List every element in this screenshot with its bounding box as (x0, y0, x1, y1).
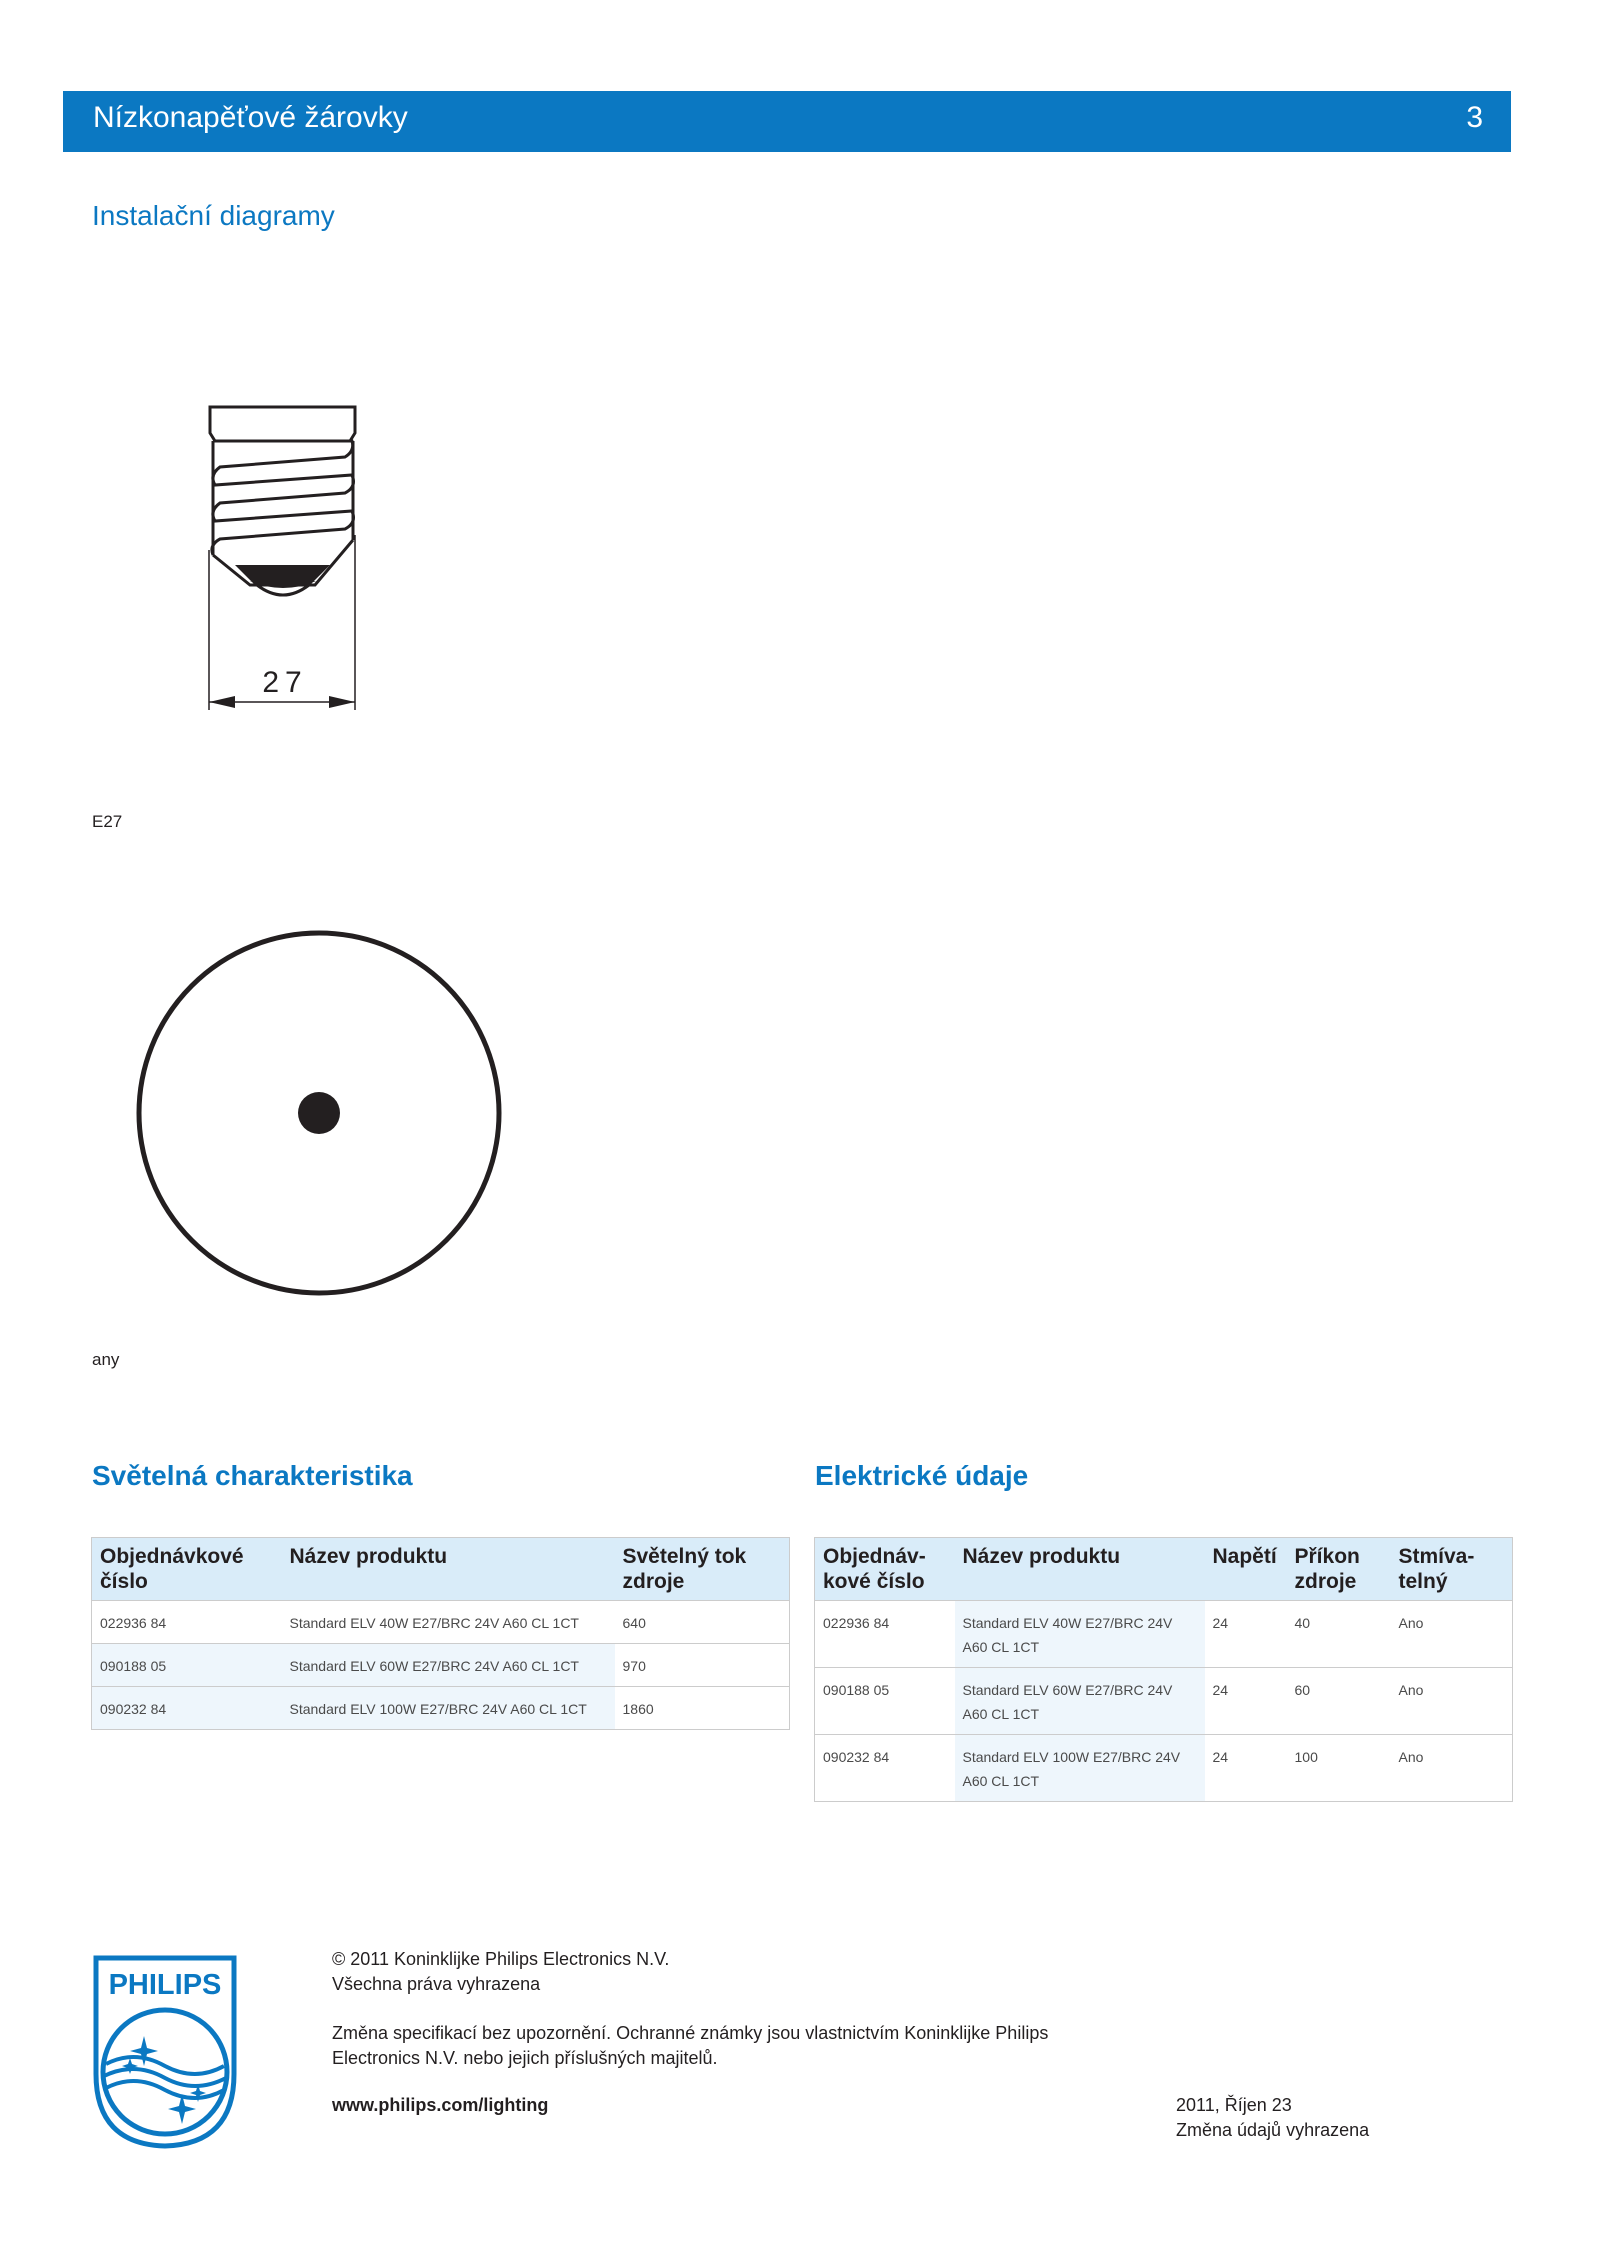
logo-text: PHILIPS (108, 1969, 222, 2001)
diagram2-caption: any (92, 1350, 120, 1369)
table-cell: 022936 84 (815, 1601, 955, 1668)
electrical-section-title: Elektrické údaje (815, 1460, 1029, 1491)
column-header: Světelný tok zdroje (615, 1538, 790, 1601)
footer-notice (332, 2021, 1048, 2071)
table-row (815, 1735, 1513, 1802)
table-row (815, 1601, 1513, 1668)
table-cell: 970 (615, 1644, 790, 1687)
table-cell: 24 (1205, 1668, 1287, 1735)
table-cell: Ano (1391, 1668, 1513, 1735)
table-cell: 60 (1287, 1668, 1391, 1735)
website-link[interactable]: www.philips.com/lighting (332, 2095, 549, 2115)
diagram1-caption: E27 (92, 812, 123, 831)
column-header: Příkon zdroje (1287, 1538, 1391, 1601)
installation-title: Instalační diagramy (92, 200, 335, 231)
rights: Všechna práva vyhrazena (332, 1974, 541, 1994)
table-cell: 090188 05 (815, 1668, 955, 1735)
notice-line: Změna specifikací bez upozornění. Ochranné známky jsou vlastnictvím Koninklijke Philips (332, 2023, 1049, 2043)
table-cell: 24 (1205, 1601, 1287, 1668)
orientation-diagram (135, 928, 505, 1298)
column-header: Název produktu (955, 1538, 1205, 1601)
light-table (91, 1537, 790, 1730)
table-cell: Ano (1391, 1601, 1513, 1668)
column-header: Napětí (1205, 1538, 1287, 1601)
table-cell: 640 (615, 1601, 790, 1644)
table-cell: Standard ELV 60W E27/BRC 24V A60 CL 1CT (955, 1668, 1205, 1735)
table-cell: Standard ELV 100W E27/BRC 24V A60 CL 1CT (955, 1735, 1205, 1802)
table-row (815, 1668, 1513, 1735)
table-cell: 1860 (615, 1687, 790, 1730)
table-cell: 40 (1287, 1601, 1391, 1668)
table-cell: Ano (1391, 1735, 1513, 1802)
table-row (92, 1601, 790, 1644)
electrical-table (814, 1537, 1513, 1802)
table-cell: 090188 05 (92, 1644, 282, 1687)
philips-shield-icon (92, 1954, 238, 2150)
table-cell: 24 (1205, 1735, 1287, 1802)
table-cell: 022936 84 (92, 1601, 282, 1644)
lamp-base-diagram (195, 395, 375, 720)
table-cell: Standard ELV 40W E27/BRC 24V A60 CL 1CT (282, 1601, 615, 1644)
table-row (92, 1644, 790, 1687)
table-cell: Standard ELV 40W E27/BRC 24V A60 CL 1CT (955, 1601, 1205, 1668)
footer-date (1176, 2093, 1369, 2143)
copyright: © 2011 Koninklijke Philips Electronics N.V. (332, 1949, 670, 1969)
table-cell: 090232 84 (815, 1735, 955, 1802)
table-row (92, 1687, 790, 1730)
light-section-title: Světelná charakteristika (92, 1460, 413, 1491)
column-header: Objednáv-kové číslo (815, 1538, 955, 1601)
notice-line: Electronics N.V. nebo jejich příslušných majitelů. (332, 2048, 718, 2068)
column-header: Stmíva-telný (1391, 1538, 1513, 1601)
column-header: Název produktu (282, 1538, 615, 1601)
page-number: 3 (1466, 101, 1483, 134)
table-cell: Standard ELV 60W E27/BRC 24V A60 CL 1CT (282, 1644, 615, 1687)
date-note: Změna údajů vyhrazena (1176, 2120, 1370, 2140)
footer-legal (332, 1947, 669, 1997)
dimension-label: 27 (262, 666, 308, 699)
column-header: Objednávkové číslo (92, 1538, 282, 1601)
header-bar (63, 91, 1511, 152)
page-title: Nízkonapěťové žárovky (93, 101, 408, 134)
date: 2011, Říjen 23 (1176, 2095, 1292, 2115)
table-cell: Standard ELV 100W E27/BRC 24V A60 CL 1CT (282, 1687, 615, 1730)
table-cell: 090232 84 (92, 1687, 282, 1730)
table-cell: 100 (1287, 1735, 1391, 1802)
